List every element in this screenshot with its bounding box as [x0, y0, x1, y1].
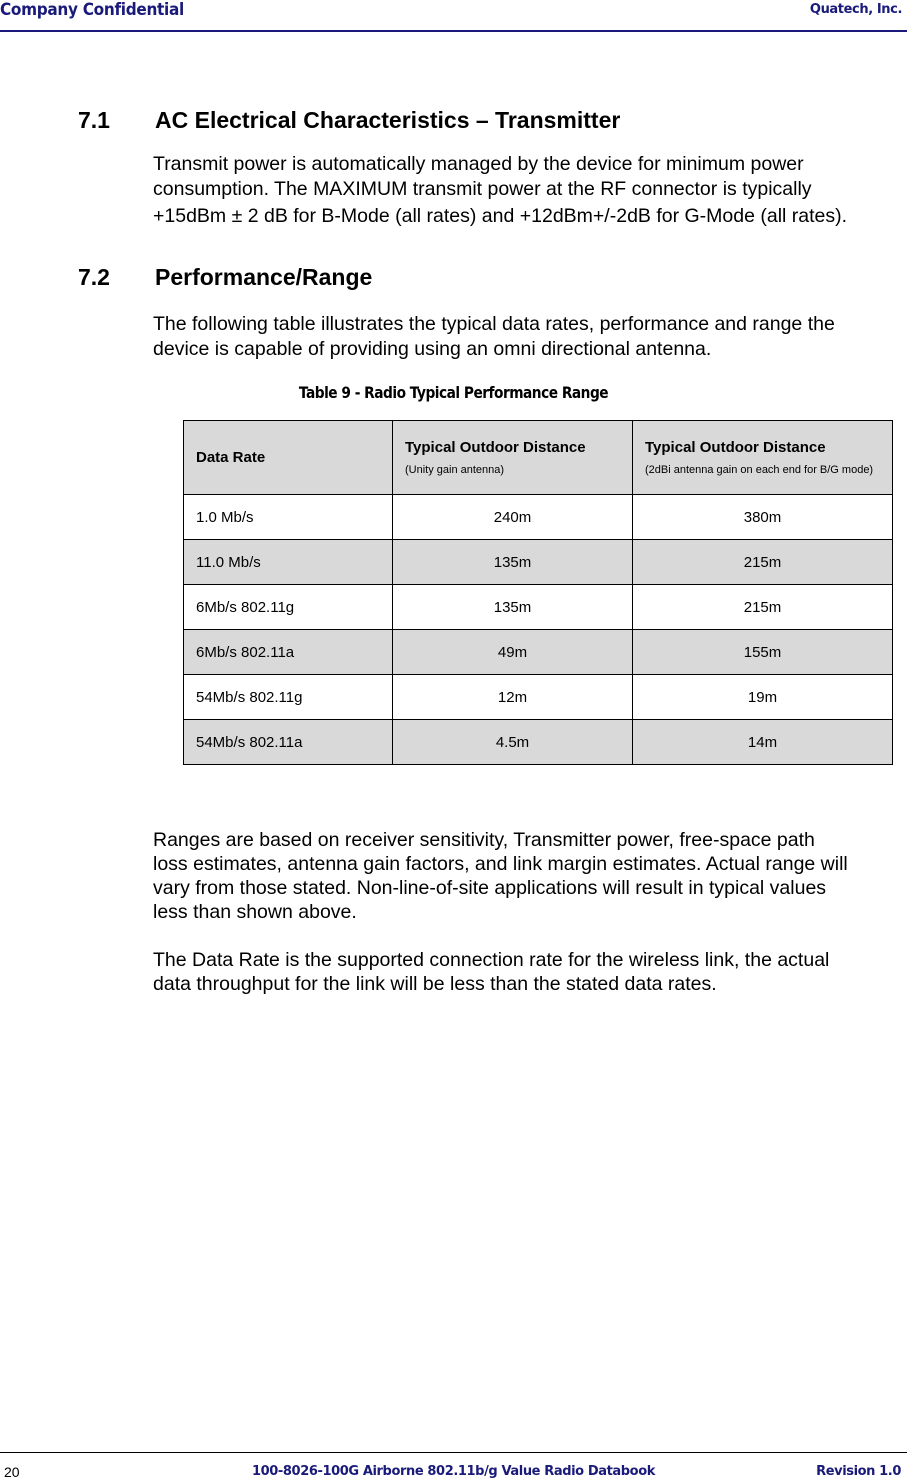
page-header — [0, 0, 907, 32]
cell-2dbi-distance: 380m — [633, 495, 893, 540]
page-footer — [0, 1452, 907, 1484]
body-line: device is capable of providing using an omni directional antenna. — [153, 338, 712, 360]
body-line: consumption. The MAXIMUM transmit power at the RF connector is typically — [153, 178, 812, 200]
data-rate-note — [153, 948, 903, 996]
table-row — [184, 720, 893, 765]
cell-unity-distance: 135m — [393, 540, 633, 585]
revision-label: Revision 1.0 — [816, 1464, 901, 1479]
cell-2dbi-distance: 155m — [633, 630, 893, 675]
cell-unity-distance: 4.5m — [393, 720, 633, 765]
table-row — [184, 540, 893, 585]
header-sublabel: (2dBi antenna gain on each end for B/G mode) — [645, 464, 874, 476]
range-note — [153, 828, 903, 924]
cell-data-rate: 54Mb/s 802.11g — [184, 675, 393, 720]
confidential-label: Company Confidential — [0, 0, 184, 20]
cell-unity-distance: 135m — [393, 585, 633, 630]
table-row — [184, 585, 893, 630]
section-7-1-heading — [78, 107, 620, 134]
body-line: Transmit power is automatically managed by the device for minimum power — [153, 153, 804, 175]
cell-data-rate: 6Mb/s 802.11a — [184, 630, 393, 675]
header-sublabel: (Unity gain antenna) — [405, 464, 505, 476]
body-line: loss estimates, antenna gain factors, and link margin estimates. Actual range will — [153, 853, 848, 875]
header-2dbi-gain — [633, 421, 893, 495]
cell-2dbi-distance: 215m — [633, 540, 893, 585]
cell-2dbi-distance: 14m — [633, 720, 893, 765]
document-title: 100-8026-100G Airborne 802.11b/g Value Radio Databook — [251, 1464, 655, 1479]
header-data-rate — [184, 421, 393, 495]
table-row — [184, 675, 893, 720]
section-7-2-body — [153, 312, 903, 362]
body-line: vary from those stated. Non-line-of-site applications will result in typical values — [153, 877, 827, 899]
section-7-1-body — [153, 152, 903, 229]
cell-data-rate: 1.0 Mb/s — [184, 495, 393, 540]
body-line: The following table illustrates the typical data rates, performance and range the — [153, 313, 835, 335]
page-number: 20 — [4, 1464, 20, 1480]
section-7-2-heading — [78, 264, 372, 291]
cell-data-rate: 6Mb/s 802.11g — [184, 585, 393, 630]
table-row — [184, 630, 893, 675]
cell-unity-distance: 12m — [393, 675, 633, 720]
body-line: Ranges are based on receiver sensitivity, Transmitter power, free-space path — [153, 829, 815, 851]
header-label: Typical Outdoor Distance — [645, 439, 826, 456]
header-unity-gain — [393, 421, 633, 495]
body-line: +15dBm ± 2 dB for B-Mode (all rates) and +12dBm+/-2dB for G-Mode (all rates). — [153, 205, 848, 227]
cell-unity-distance: 49m — [393, 630, 633, 675]
table-caption: Table 9 - Radio Typical Performance Range — [298, 383, 609, 402]
performance-table — [183, 420, 893, 765]
body-line: data throughput for the link will be less than the stated data rates. — [153, 973, 717, 995]
cell-2dbi-distance: 19m — [633, 675, 893, 720]
section-title: AC Electrical Characteristics – Transmitter — [155, 107, 621, 133]
body-line: less than shown above. — [153, 901, 357, 923]
cell-unity-distance: 240m — [393, 495, 633, 540]
section-title: Performance/Range — [155, 264, 373, 290]
section-number: 7.2 — [78, 264, 110, 290]
company-name: Quatech, Inc. — [809, 2, 902, 17]
header-label: Typical Outdoor Distance — [405, 439, 586, 456]
cell-data-rate: 54Mb/s 802.11a — [184, 720, 393, 765]
cell-2dbi-distance: 215m — [633, 585, 893, 630]
table-header-row — [184, 421, 893, 495]
cell-data-rate: 11.0 Mb/s — [184, 540, 393, 585]
section-number: 7.1 — [78, 107, 110, 133]
header-label: Data Rate — [196, 449, 266, 466]
body-line: The Data Rate is the supported connection rate for the wireless link, the actual — [153, 949, 830, 971]
table-row — [184, 495, 893, 540]
